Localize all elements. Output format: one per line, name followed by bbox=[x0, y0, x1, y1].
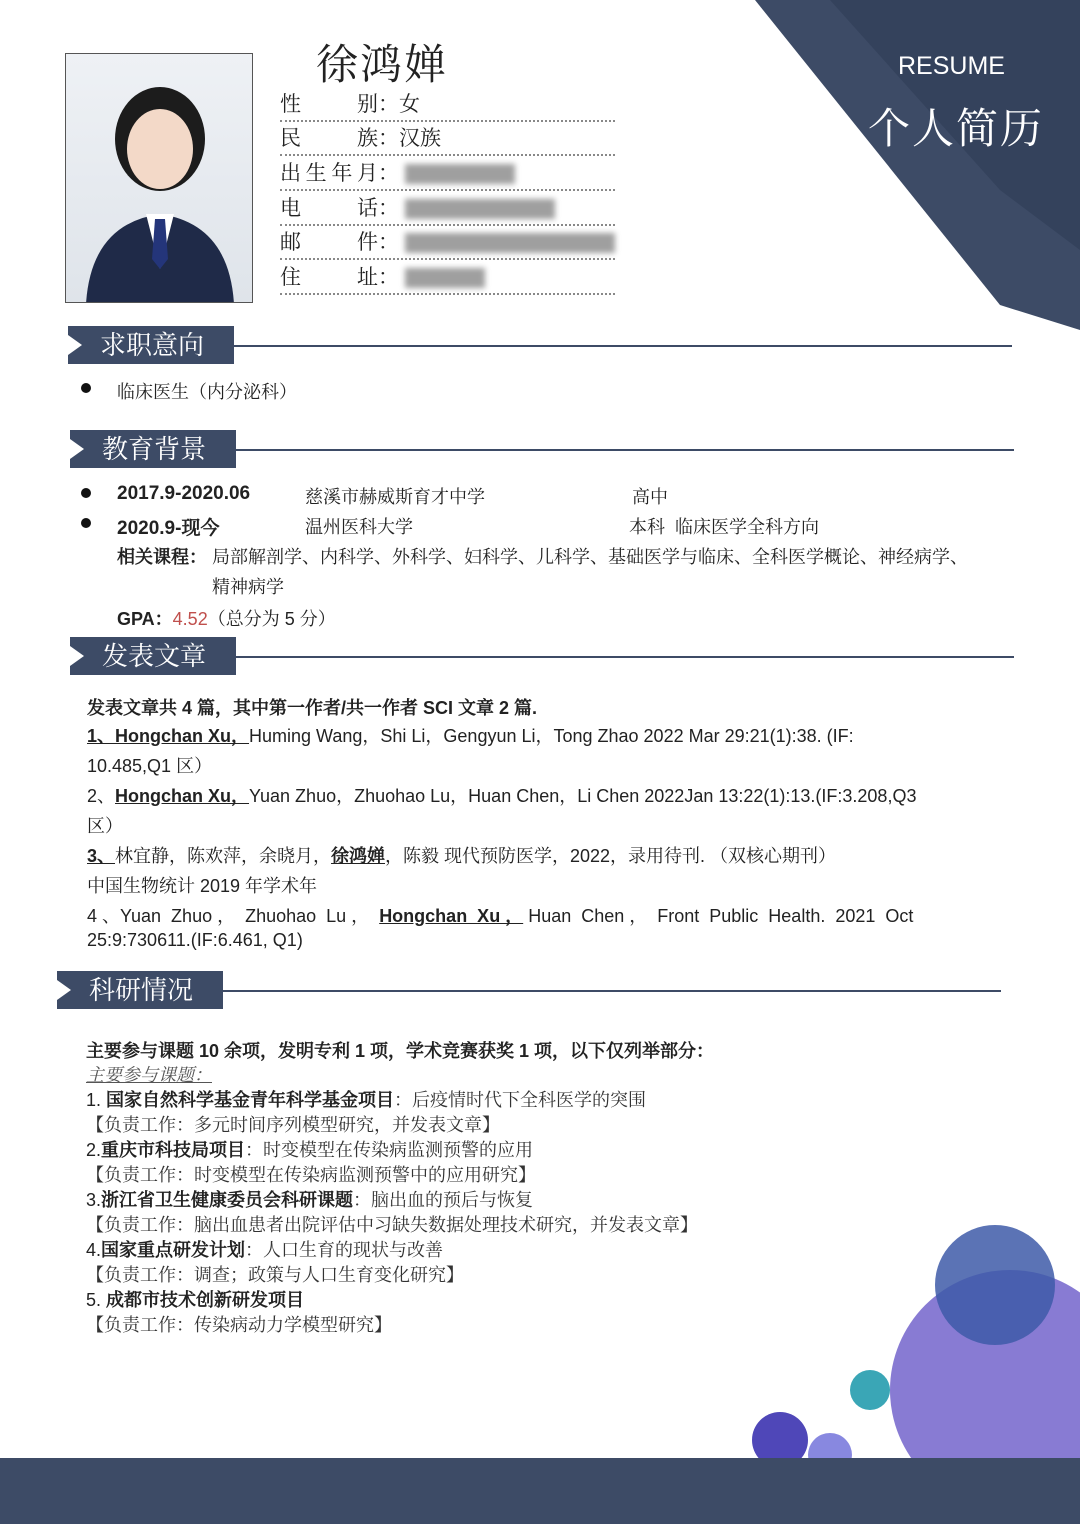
section-title: 教育背景 bbox=[70, 430, 236, 468]
research-responsibility: 【负责工作：调查；政策与人口生育变化研究】 bbox=[86, 1265, 464, 1285]
info-phone: 电话： bbox=[280, 192, 615, 226]
edu-degree: 本科 临床医学全科方向 bbox=[629, 517, 820, 537]
gpa-line: GPA：4.52（总分为 5 分） bbox=[117, 609, 336, 629]
pub-summary: 发表文章共 4 篇，其中第一作者/共一作者 SCI 文章 2 篇. bbox=[87, 698, 538, 718]
edu-degree: 高中 bbox=[632, 487, 668, 507]
divider bbox=[236, 656, 1014, 658]
research-project: 5. 成都市技术创新研发项目 bbox=[86, 1290, 305, 1310]
info-ethnicity: 民族：汉族 bbox=[280, 122, 615, 156]
courses-list: 局部解剖学、内科学、外科学、妇科学、儿科学、基础医学与临床、全科医学概论、神经病学、 bbox=[212, 547, 968, 567]
redacted-value bbox=[405, 268, 485, 288]
arrow-icon bbox=[57, 980, 71, 1000]
bullet bbox=[81, 518, 91, 528]
section-education bbox=[70, 430, 1014, 468]
publication-3-cont: 中国生物统计 2019 年学术年 bbox=[87, 876, 318, 896]
decor-circle bbox=[850, 1370, 890, 1410]
redacted-value bbox=[405, 199, 555, 219]
info-address: 住址： bbox=[280, 261, 615, 295]
bullet bbox=[81, 383, 91, 393]
divider bbox=[234, 345, 1012, 347]
research-responsibility: 【负责工作：传染病动力学模型研究】 bbox=[86, 1315, 392, 1335]
info-email: 邮件： bbox=[280, 226, 615, 260]
section-title: 求职意向 bbox=[68, 326, 234, 364]
publication-3: 3、林宜静，陈欢萍，余晓月，徐鸿婵，陈毅 现代预防医学，2022，录用待刊. （双核心期刊） bbox=[87, 846, 837, 866]
candidate-name: 徐鸿婵 bbox=[316, 41, 449, 88]
bullet bbox=[81, 488, 91, 498]
info-gender: 性别：女 bbox=[280, 88, 615, 122]
decor-circle bbox=[935, 1225, 1055, 1345]
arrow-icon bbox=[70, 439, 84, 459]
arrow-icon bbox=[70, 646, 84, 666]
courses-list-cont: 精神病学 bbox=[212, 577, 284, 597]
resume-label-cn: 个人简历 bbox=[868, 105, 1045, 152]
resume-label-en: RESUME bbox=[898, 52, 1005, 80]
publication-1-cont: 10.485,Q1 区） bbox=[87, 756, 213, 776]
research-subheading: 主要参与课题： bbox=[86, 1065, 212, 1085]
section-research bbox=[57, 971, 1001, 1009]
edu-date: 2017.9-2020.06 bbox=[117, 483, 251, 504]
research-project: 2.重庆市科技局项目：时变模型在传染病监测预警的应用 bbox=[86, 1140, 534, 1160]
research-project: 4.国家重点研发计划：人口生育的现状与改善 bbox=[86, 1240, 444, 1260]
redacted-value bbox=[405, 164, 515, 184]
publication-2: 2、Hongchan Xu，Yuan Zhuo，Zhuohao Lu，Huan Chen，Li Chen 2022Jan 13:22(1):13.(IF:3.208,Q3 bbox=[87, 786, 917, 806]
person-portrait-icon bbox=[66, 54, 253, 303]
section-title: 科研情况 bbox=[57, 971, 223, 1009]
edu-date: 2020.9-现今 bbox=[117, 518, 220, 539]
research-responsibility: 【负责工作：时变模型在传染病监测预警中的应用研究】 bbox=[86, 1165, 536, 1185]
divider bbox=[223, 990, 1001, 992]
edu-school: 慈溪市赫威斯育才中学 bbox=[305, 487, 485, 507]
courses-label: 相关课程： bbox=[117, 547, 207, 567]
research-responsibility: 【负责工作：多元时间序列模型研究，并发表文章】 bbox=[86, 1115, 500, 1135]
arrow-icon bbox=[68, 335, 82, 355]
profile-photo bbox=[65, 53, 253, 303]
info-birth: 出生年月： bbox=[280, 157, 615, 191]
redacted-value bbox=[405, 233, 615, 253]
section-publications bbox=[70, 637, 1014, 675]
research-responsibility: 【负责工作：脑出血患者出院评估中习缺失数据处理技术研究，并发表文章】 bbox=[86, 1215, 698, 1235]
section-objective bbox=[68, 326, 1012, 364]
publication-4-cont: 25:9:730611.(IF:6.461, Q1) bbox=[87, 930, 303, 950]
research-summary: 主要参与课题 10 余项，发明专利 1 项，学术竞赛获奖 1 项，以下仅列举部分： bbox=[86, 1041, 715, 1061]
edu-school: 温州医科大学 bbox=[305, 517, 413, 537]
publication-2-cont: 区） bbox=[87, 816, 123, 836]
objective-item: 临床医生（内分泌科） bbox=[117, 382, 297, 402]
section-title: 发表文章 bbox=[70, 637, 236, 675]
publication-4: 4 、Yuan Zhuo ， Zhuohao Lu ， Hongchan Xu ， Huan Chen ， Front Public Health. 2021 Oct bbox=[87, 906, 914, 926]
divider bbox=[236, 449, 1014, 451]
research-project: 1. 国家自然科学基金青年科学基金项目：后疫情时代下全科医学的突围 bbox=[86, 1090, 647, 1110]
research-project: 3.浙江省卫生健康委员会科研课题：脑出血的预后与恢复 bbox=[86, 1190, 534, 1210]
footer-band bbox=[0, 1458, 1080, 1524]
publication-1: 1、Hongchan Xu，Huming Wang，Shi Li，Gengyun Li，Tong Zhao 2022 Mar 29:21(1):38. (IF: bbox=[87, 726, 854, 746]
